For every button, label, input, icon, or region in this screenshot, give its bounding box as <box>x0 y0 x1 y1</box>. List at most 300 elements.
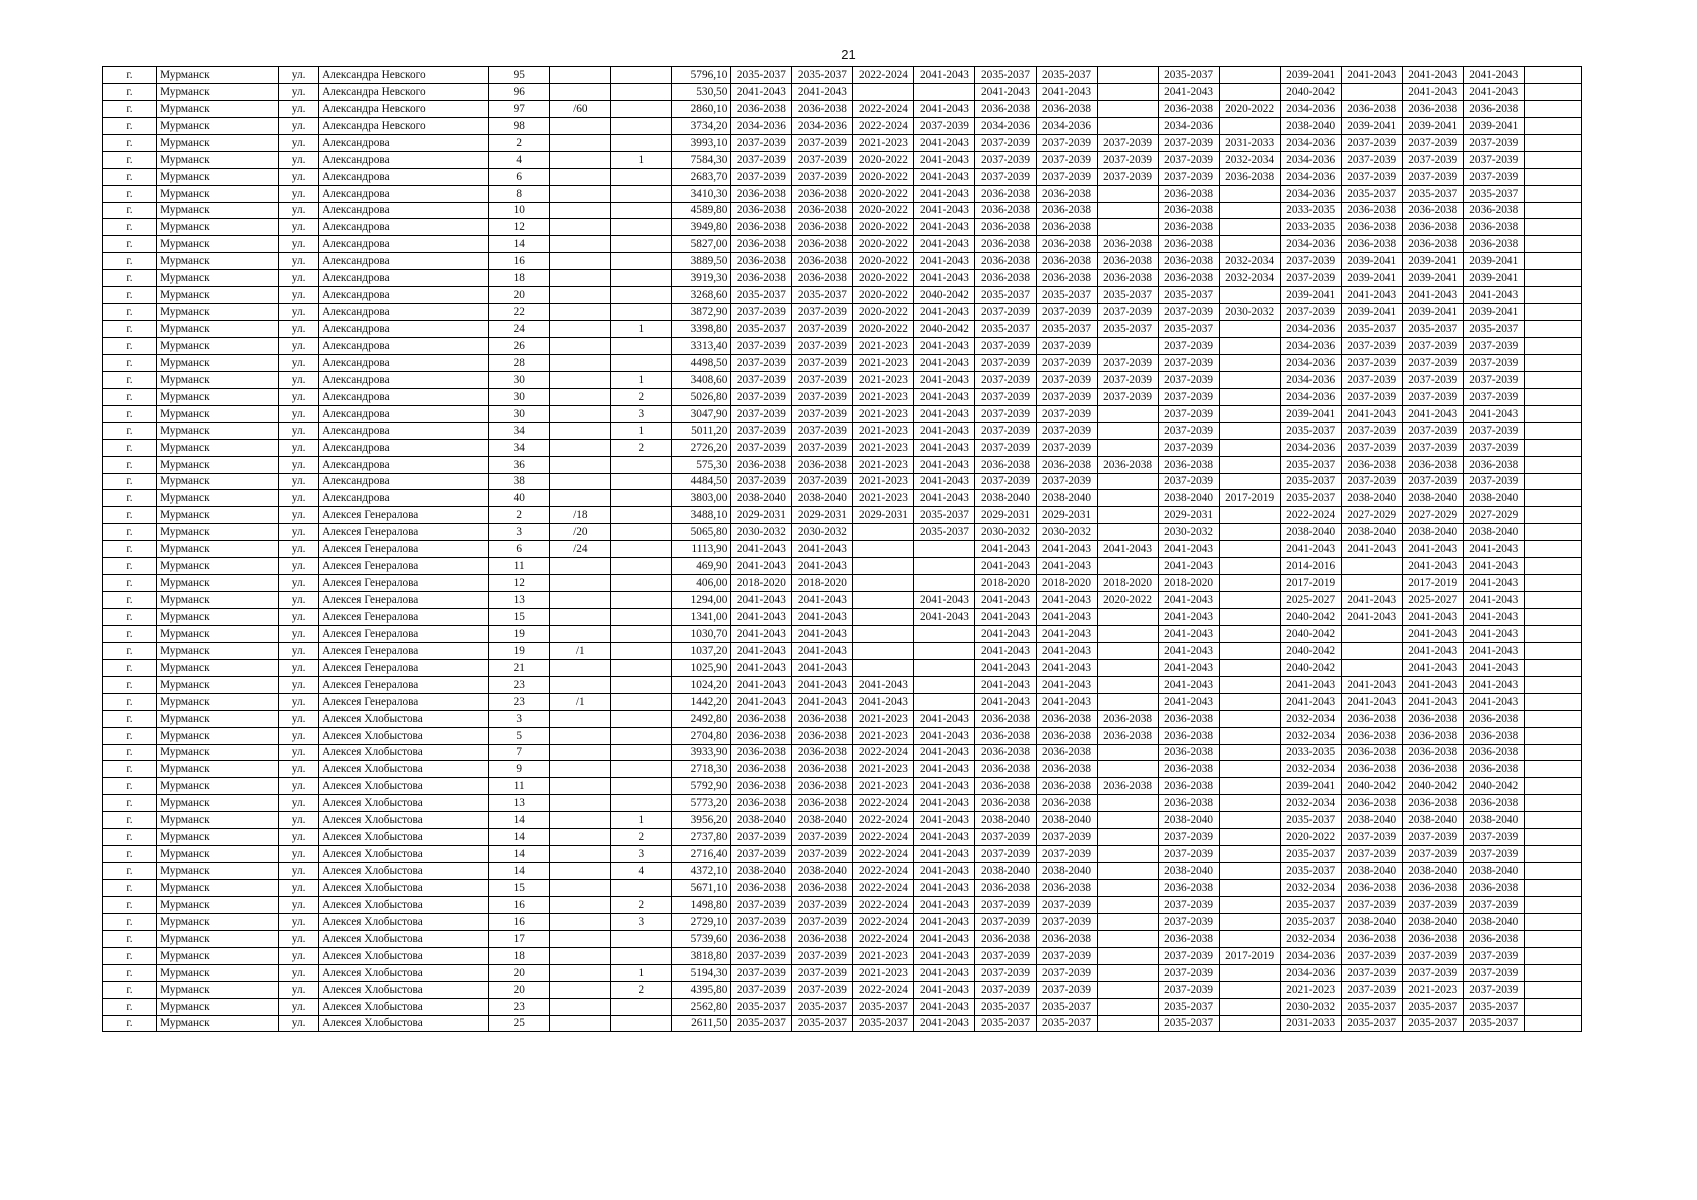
cell-term-3: 2020-2022 <box>853 304 914 321</box>
cell-term-12: 2037-2039 <box>1402 422 1463 439</box>
table-row <box>103 795 1582 812</box>
cell-building-part: 1 <box>611 964 672 981</box>
cell-term-12: 2036-2038 <box>1402 795 1463 812</box>
cell-city: Мурманск <box>157 151 279 168</box>
cell-term-12: 2040-2042 <box>1402 778 1463 795</box>
cell-term-5: 2041-2043 <box>975 558 1036 575</box>
cell-building-fraction <box>550 388 611 405</box>
cell-street-name: Алексея Хлобыстова <box>319 829 489 846</box>
cell-city: Мурманск <box>157 439 279 456</box>
cell-street-type: ул. <box>279 304 319 321</box>
table-row <box>103 388 1582 405</box>
cell-term-3: 2021-2023 <box>853 761 914 778</box>
cell-term-2: 2030-2032 <box>792 524 853 541</box>
cell-locality-type: г. <box>103 659 157 676</box>
cell-term-7 <box>1097 439 1158 456</box>
cell-area: 4484,50 <box>672 473 731 490</box>
cell-house-number: 17 <box>489 930 550 947</box>
cell-term-4: 2041-2043 <box>914 422 975 439</box>
cell-term-1: 2037-2039 <box>731 388 792 405</box>
cell-term-4: 2041-2043 <box>914 710 975 727</box>
cell-building-part <box>611 83 672 100</box>
cell-street-name: Алексея Хлобыстова <box>319 896 489 913</box>
cell-building-part <box>611 490 672 507</box>
cell-building-part <box>611 625 672 642</box>
cell-term-8: 2038-2040 <box>1158 863 1219 880</box>
cell-term-14 <box>1524 507 1581 524</box>
cell-street-type: ул. <box>279 456 319 473</box>
cell-term-5: 2034-2036 <box>975 117 1036 134</box>
cell-term-7 <box>1097 558 1158 575</box>
cell-term-5: 2041-2043 <box>975 659 1036 676</box>
cell-street-type: ул. <box>279 676 319 693</box>
cell-term-12: 2027-2029 <box>1402 507 1463 524</box>
cell-term-5: 2036-2038 <box>975 270 1036 287</box>
cell-term-13: 2036-2038 <box>1463 795 1524 812</box>
cell-term-11: 2037-2039 <box>1341 422 1402 439</box>
cell-street-type: ул. <box>279 727 319 744</box>
cell-building-part: 1 <box>611 321 672 338</box>
cell-term-6: 2038-2040 <box>1036 863 1097 880</box>
cell-term-10: 2022-2024 <box>1280 507 1341 524</box>
cell-street-type: ул. <box>279 609 319 626</box>
cell-term-6: 2038-2040 <box>1036 812 1097 829</box>
cell-term-10: 2032-2034 <box>1280 727 1341 744</box>
cell-term-4: 2040-2042 <box>914 287 975 304</box>
cell-term-12: 2036-2038 <box>1402 727 1463 744</box>
cell-building-part <box>611 659 672 676</box>
cell-street-type: ул. <box>279 642 319 659</box>
cell-term-5: 2037-2039 <box>975 405 1036 422</box>
cell-term-4: 2041-2043 <box>914 490 975 507</box>
cell-term-14 <box>1524 863 1581 880</box>
cell-area: 5827,00 <box>672 236 731 253</box>
cell-locality-type: г. <box>103 778 157 795</box>
cell-term-5: 2037-2039 <box>975 473 1036 490</box>
cell-house-number: 11 <box>489 778 550 795</box>
cell-term-13: 2036-2038 <box>1463 744 1524 761</box>
cell-term-14 <box>1524 456 1581 473</box>
cell-term-10: 2037-2039 <box>1280 304 1341 321</box>
cell-building-fraction <box>550 253 611 270</box>
cell-term-9 <box>1219 981 1280 998</box>
cell-locality-type: г. <box>103 676 157 693</box>
cell-term-5: 2036-2038 <box>975 880 1036 897</box>
cell-house-number: 9 <box>489 761 550 778</box>
cell-building-part: 3 <box>611 846 672 863</box>
cell-term-1: 2036-2038 <box>731 185 792 202</box>
cell-term-1: 2037-2039 <box>731 439 792 456</box>
cell-term-10: 2033-2035 <box>1280 202 1341 219</box>
cell-building-fraction <box>550 964 611 981</box>
cell-term-9: 2032-2034 <box>1219 270 1280 287</box>
cell-house-number: 14 <box>489 812 550 829</box>
cell-term-6: 2035-2037 <box>1036 998 1097 1015</box>
cell-term-9 <box>1219 202 1280 219</box>
cell-term-3: 2021-2023 <box>853 778 914 795</box>
cell-term-13: 2037-2039 <box>1463 422 1524 439</box>
cell-building-part <box>611 930 672 947</box>
cell-term-7: 2036-2038 <box>1097 778 1158 795</box>
cell-term-12: 2038-2040 <box>1402 812 1463 829</box>
cell-building-fraction <box>550 304 611 321</box>
cell-term-10: 2031-2033 <box>1280 1015 1341 1032</box>
cell-term-8: 2037-2039 <box>1158 338 1219 355</box>
cell-term-4: 2041-2043 <box>914 270 975 287</box>
cell-term-13: 2035-2037 <box>1463 998 1524 1015</box>
cell-city: Мурманск <box>157 321 279 338</box>
table-row <box>103 913 1582 930</box>
table-row <box>103 321 1582 338</box>
cell-term-10: 2038-2040 <box>1280 117 1341 134</box>
cell-term-14 <box>1524 812 1581 829</box>
cell-term-10: 2034-2036 <box>1280 151 1341 168</box>
cell-term-11: 2037-2039 <box>1341 371 1402 388</box>
cell-term-8: 2037-2039 <box>1158 371 1219 388</box>
cell-city: Мурманск <box>157 338 279 355</box>
cell-term-1: 2037-2039 <box>731 304 792 321</box>
cell-building-fraction <box>550 422 611 439</box>
cell-term-12: 2037-2039 <box>1402 151 1463 168</box>
cell-term-12: 2037-2039 <box>1402 964 1463 981</box>
cell-area: 2729,10 <box>672 913 731 930</box>
cell-street-type: ул. <box>279 558 319 575</box>
cell-term-11: 2037-2039 <box>1341 981 1402 998</box>
cell-term-9 <box>1219 761 1280 778</box>
cell-term-3: 2021-2023 <box>853 439 914 456</box>
cell-term-14 <box>1524 947 1581 964</box>
table-row <box>103 253 1582 270</box>
cell-street-type: ул. <box>279 812 319 829</box>
cell-city: Мурманск <box>157 558 279 575</box>
cell-term-7: 2036-2038 <box>1097 710 1158 727</box>
cell-term-12: 2041-2043 <box>1402 642 1463 659</box>
cell-term-9 <box>1219 710 1280 727</box>
cell-term-3 <box>853 609 914 626</box>
cell-locality-type: г. <box>103 253 157 270</box>
cell-term-4: 2041-2043 <box>914 744 975 761</box>
cell-building-fraction <box>550 609 611 626</box>
cell-term-9 <box>1219 541 1280 558</box>
cell-building-part: 2 <box>611 896 672 913</box>
cell-term-9 <box>1219 405 1280 422</box>
cell-house-number: 8 <box>489 185 550 202</box>
cell-term-8: 2037-2039 <box>1158 947 1219 964</box>
cell-term-11: 2039-2041 <box>1341 270 1402 287</box>
cell-term-11: 2038-2040 <box>1341 863 1402 880</box>
cell-city: Мурманск <box>157 964 279 981</box>
cell-term-11: 2037-2039 <box>1341 338 1402 355</box>
cell-term-9: 2032-2034 <box>1219 253 1280 270</box>
cell-term-12: 2041-2043 <box>1402 405 1463 422</box>
cell-term-13: 2038-2040 <box>1463 490 1524 507</box>
cell-building-part <box>611 609 672 626</box>
cell-term-2: 2041-2043 <box>792 642 853 659</box>
cell-term-6: 2036-2038 <box>1036 219 1097 236</box>
cell-term-5: 2030-2032 <box>975 524 1036 541</box>
cell-street-name: Алексея Хлобыстова <box>319 863 489 880</box>
cell-term-11: 2036-2038 <box>1341 219 1402 236</box>
cell-term-3: 2021-2023 <box>853 727 914 744</box>
cell-term-10: 2035-2037 <box>1280 913 1341 930</box>
cell-street-type: ул. <box>279 998 319 1015</box>
cell-term-5: 2037-2039 <box>975 439 1036 456</box>
cell-term-14 <box>1524 236 1581 253</box>
cell-term-11: 2035-2037 <box>1341 321 1402 338</box>
cell-term-10: 2034-2036 <box>1280 439 1341 456</box>
cell-building-fraction <box>550 625 611 642</box>
cell-term-8: 2035-2037 <box>1158 287 1219 304</box>
cell-term-12: 2037-2039 <box>1402 134 1463 151</box>
cell-term-8: 2036-2038 <box>1158 761 1219 778</box>
cell-locality-type: г. <box>103 896 157 913</box>
cell-area: 3872,90 <box>672 304 731 321</box>
cell-street-type: ул. <box>279 490 319 507</box>
cell-term-7 <box>1097 338 1158 355</box>
cell-building-fraction <box>550 795 611 812</box>
cell-term-5: 2041-2043 <box>975 609 1036 626</box>
cell-locality-type: г. <box>103 625 157 642</box>
cell-house-number: 2 <box>489 134 550 151</box>
cell-term-13: 2036-2038 <box>1463 761 1524 778</box>
cell-locality-type: г. <box>103 761 157 778</box>
cell-term-1: 2037-2039 <box>731 981 792 998</box>
cell-term-6: 2037-2039 <box>1036 151 1097 168</box>
cell-house-number: 12 <box>489 575 550 592</box>
cell-term-12: 2039-2041 <box>1402 253 1463 270</box>
table-row <box>103 117 1582 134</box>
cell-street-name: Александрова <box>319 439 489 456</box>
cell-term-13: 2036-2038 <box>1463 202 1524 219</box>
cell-street-type: ул. <box>279 473 319 490</box>
cell-term-9 <box>1219 609 1280 626</box>
cell-building-fraction: /1 <box>550 693 611 710</box>
cell-term-6: 2041-2043 <box>1036 625 1097 642</box>
cell-building-fraction <box>550 185 611 202</box>
cell-term-2: 2041-2043 <box>792 609 853 626</box>
cell-term-6: 2038-2040 <box>1036 490 1097 507</box>
cell-term-10: 2032-2034 <box>1280 930 1341 947</box>
cell-term-2: 2041-2043 <box>792 592 853 609</box>
cell-building-fraction <box>550 134 611 151</box>
cell-term-2: 2036-2038 <box>792 710 853 727</box>
cell-area: 3734,20 <box>672 117 731 134</box>
cell-locality-type: г. <box>103 354 157 371</box>
cell-term-5: 2035-2037 <box>975 287 1036 304</box>
cell-locality-type: г. <box>103 998 157 1015</box>
cell-term-13: 2040-2042 <box>1463 778 1524 795</box>
cell-term-5: 2041-2043 <box>975 693 1036 710</box>
cell-term-5: 2036-2038 <box>975 710 1036 727</box>
cell-term-7 <box>1097 693 1158 710</box>
table-body <box>103 67 1582 1032</box>
cell-term-2: 2036-2038 <box>792 727 853 744</box>
cell-term-2: 2035-2037 <box>792 287 853 304</box>
cell-area: 2683,70 <box>672 168 731 185</box>
cell-term-2: 2038-2040 <box>792 863 853 880</box>
cell-area: 2737,80 <box>672 829 731 846</box>
cell-term-8: 2037-2039 <box>1158 981 1219 998</box>
cell-term-2: 2041-2043 <box>792 83 853 100</box>
cell-term-5: 2036-2038 <box>975 202 1036 219</box>
cell-building-fraction <box>550 710 611 727</box>
cell-locality-type: г. <box>103 151 157 168</box>
cell-term-9 <box>1219 558 1280 575</box>
cell-term-8: 2041-2043 <box>1158 592 1219 609</box>
cell-house-number: 15 <box>489 609 550 626</box>
cell-term-10: 2035-2037 <box>1280 896 1341 913</box>
cell-term-2: 2035-2037 <box>792 67 853 84</box>
cell-term-1: 2036-2038 <box>731 100 792 117</box>
cell-term-10: 2040-2042 <box>1280 642 1341 659</box>
cell-house-number: 26 <box>489 338 550 355</box>
cell-term-10: 2040-2042 <box>1280 609 1341 626</box>
cell-term-7: 2035-2037 <box>1097 321 1158 338</box>
cell-term-10: 2034-2036 <box>1280 947 1341 964</box>
cell-house-number: 16 <box>489 913 550 930</box>
cell-area: 3268,60 <box>672 287 731 304</box>
cell-term-3: 2022-2024 <box>853 117 914 134</box>
cell-term-10: 2032-2034 <box>1280 761 1341 778</box>
cell-term-1: 2036-2038 <box>731 202 792 219</box>
cell-street-type: ул. <box>279 913 319 930</box>
table-row <box>103 287 1582 304</box>
cell-term-13: 2037-2039 <box>1463 354 1524 371</box>
cell-term-1: 2037-2039 <box>731 354 792 371</box>
cell-term-1: 2036-2038 <box>731 219 792 236</box>
cell-street-type: ул. <box>279 744 319 761</box>
cell-term-9 <box>1219 473 1280 490</box>
cell-street-name: Александрова <box>319 338 489 355</box>
cell-term-13: 2035-2037 <box>1463 185 1524 202</box>
cell-building-part: 3 <box>611 405 672 422</box>
cell-term-8: 2036-2038 <box>1158 219 1219 236</box>
cell-term-14 <box>1524 490 1581 507</box>
cell-city: Мурманск <box>157 592 279 609</box>
cell-locality-type: г. <box>103 338 157 355</box>
cell-area: 3919,30 <box>672 270 731 287</box>
cell-term-6: 2041-2043 <box>1036 83 1097 100</box>
cell-term-10: 2020-2022 <box>1280 829 1341 846</box>
cell-locality-type: г. <box>103 693 157 710</box>
cell-term-1: 2035-2037 <box>731 998 792 1015</box>
cell-term-8: 2036-2038 <box>1158 236 1219 253</box>
cell-term-4: 2041-2043 <box>914 947 975 964</box>
cell-term-8: 2037-2039 <box>1158 473 1219 490</box>
cell-street-type: ул. <box>279 507 319 524</box>
cell-term-1: 2037-2039 <box>731 846 792 863</box>
cell-term-5: 2037-2039 <box>975 338 1036 355</box>
cell-term-13: 2041-2043 <box>1463 693 1524 710</box>
cell-term-8: 2036-2038 <box>1158 710 1219 727</box>
cell-term-11: 2036-2038 <box>1341 795 1402 812</box>
cell-term-4 <box>914 541 975 558</box>
cell-term-14 <box>1524 913 1581 930</box>
cell-term-1: 2037-2039 <box>731 134 792 151</box>
cell-building-part: 1 <box>611 422 672 439</box>
cell-term-12: 2035-2037 <box>1402 1015 1463 1032</box>
cell-term-5: 2036-2038 <box>975 253 1036 270</box>
cell-term-6: 2037-2039 <box>1036 388 1097 405</box>
cell-term-4: 2041-2043 <box>914 795 975 812</box>
cell-term-9: 2030-2032 <box>1219 304 1280 321</box>
table-row <box>103 338 1582 355</box>
cell-term-6: 2037-2039 <box>1036 422 1097 439</box>
cell-street-name: Алексея Генералова <box>319 625 489 642</box>
table-row <box>103 168 1582 185</box>
cell-term-1: 2037-2039 <box>731 371 792 388</box>
cell-city: Мурманск <box>157 524 279 541</box>
table-row <box>103 1015 1582 1032</box>
cell-term-3: 2021-2023 <box>853 490 914 507</box>
cell-term-9 <box>1219 659 1280 676</box>
cell-term-1: 2037-2039 <box>731 964 792 981</box>
table-row <box>103 676 1582 693</box>
cell-term-14 <box>1524 270 1581 287</box>
cell-term-4: 2041-2043 <box>914 592 975 609</box>
cell-term-1: 2036-2038 <box>731 253 792 270</box>
cell-street-name: Алексея Хлобыстова <box>319 846 489 863</box>
cell-term-11 <box>1341 558 1402 575</box>
cell-building-part <box>611 676 672 693</box>
cell-term-3: 2020-2022 <box>853 151 914 168</box>
cell-term-7 <box>1097 930 1158 947</box>
cell-street-type: ул. <box>279 83 319 100</box>
cell-building-fraction <box>550 151 611 168</box>
cell-term-10: 2030-2032 <box>1280 998 1341 1015</box>
cell-locality-type: г. <box>103 981 157 998</box>
cell-term-11: 2037-2039 <box>1341 168 1402 185</box>
cell-term-13: 2037-2039 <box>1463 439 1524 456</box>
cell-term-11: 2036-2038 <box>1341 710 1402 727</box>
cell-term-8: 2036-2038 <box>1158 185 1219 202</box>
cell-term-6: 2037-2039 <box>1036 168 1097 185</box>
cell-term-8: 2036-2038 <box>1158 778 1219 795</box>
cell-building-part <box>611 693 672 710</box>
cell-term-14 <box>1524 710 1581 727</box>
cell-building-part <box>611 524 672 541</box>
cell-city: Мурманск <box>157 490 279 507</box>
cell-house-number: 18 <box>489 270 550 287</box>
cell-area: 1024,20 <box>672 676 731 693</box>
cell-building-fraction <box>550 371 611 388</box>
cell-building-part <box>611 642 672 659</box>
cell-term-9 <box>1219 338 1280 355</box>
cell-city: Мурманск <box>157 134 279 151</box>
cell-city: Мурманск <box>157 863 279 880</box>
cell-street-name: Алексея Генералова <box>319 524 489 541</box>
cell-term-9 <box>1219 693 1280 710</box>
cell-term-11 <box>1341 625 1402 642</box>
cell-street-type: ул. <box>279 168 319 185</box>
cell-locality-type: г. <box>103 642 157 659</box>
cell-term-14 <box>1524 185 1581 202</box>
cell-term-11: 2038-2040 <box>1341 913 1402 930</box>
cell-street-type: ул. <box>279 930 319 947</box>
cell-locality-type: г. <box>103 541 157 558</box>
cell-term-1: 2036-2038 <box>731 456 792 473</box>
cell-term-8: 2037-2039 <box>1158 422 1219 439</box>
cell-term-2: 2036-2038 <box>792 930 853 947</box>
cell-term-9 <box>1219 642 1280 659</box>
cell-term-10: 2040-2042 <box>1280 625 1341 642</box>
cell-street-type: ул. <box>279 287 319 304</box>
cell-term-13: 2036-2038 <box>1463 880 1524 897</box>
table-row <box>103 625 1582 642</box>
cell-area: 1294,00 <box>672 592 731 609</box>
cell-term-4: 2041-2043 <box>914 100 975 117</box>
cell-locality-type: г. <box>103 202 157 219</box>
